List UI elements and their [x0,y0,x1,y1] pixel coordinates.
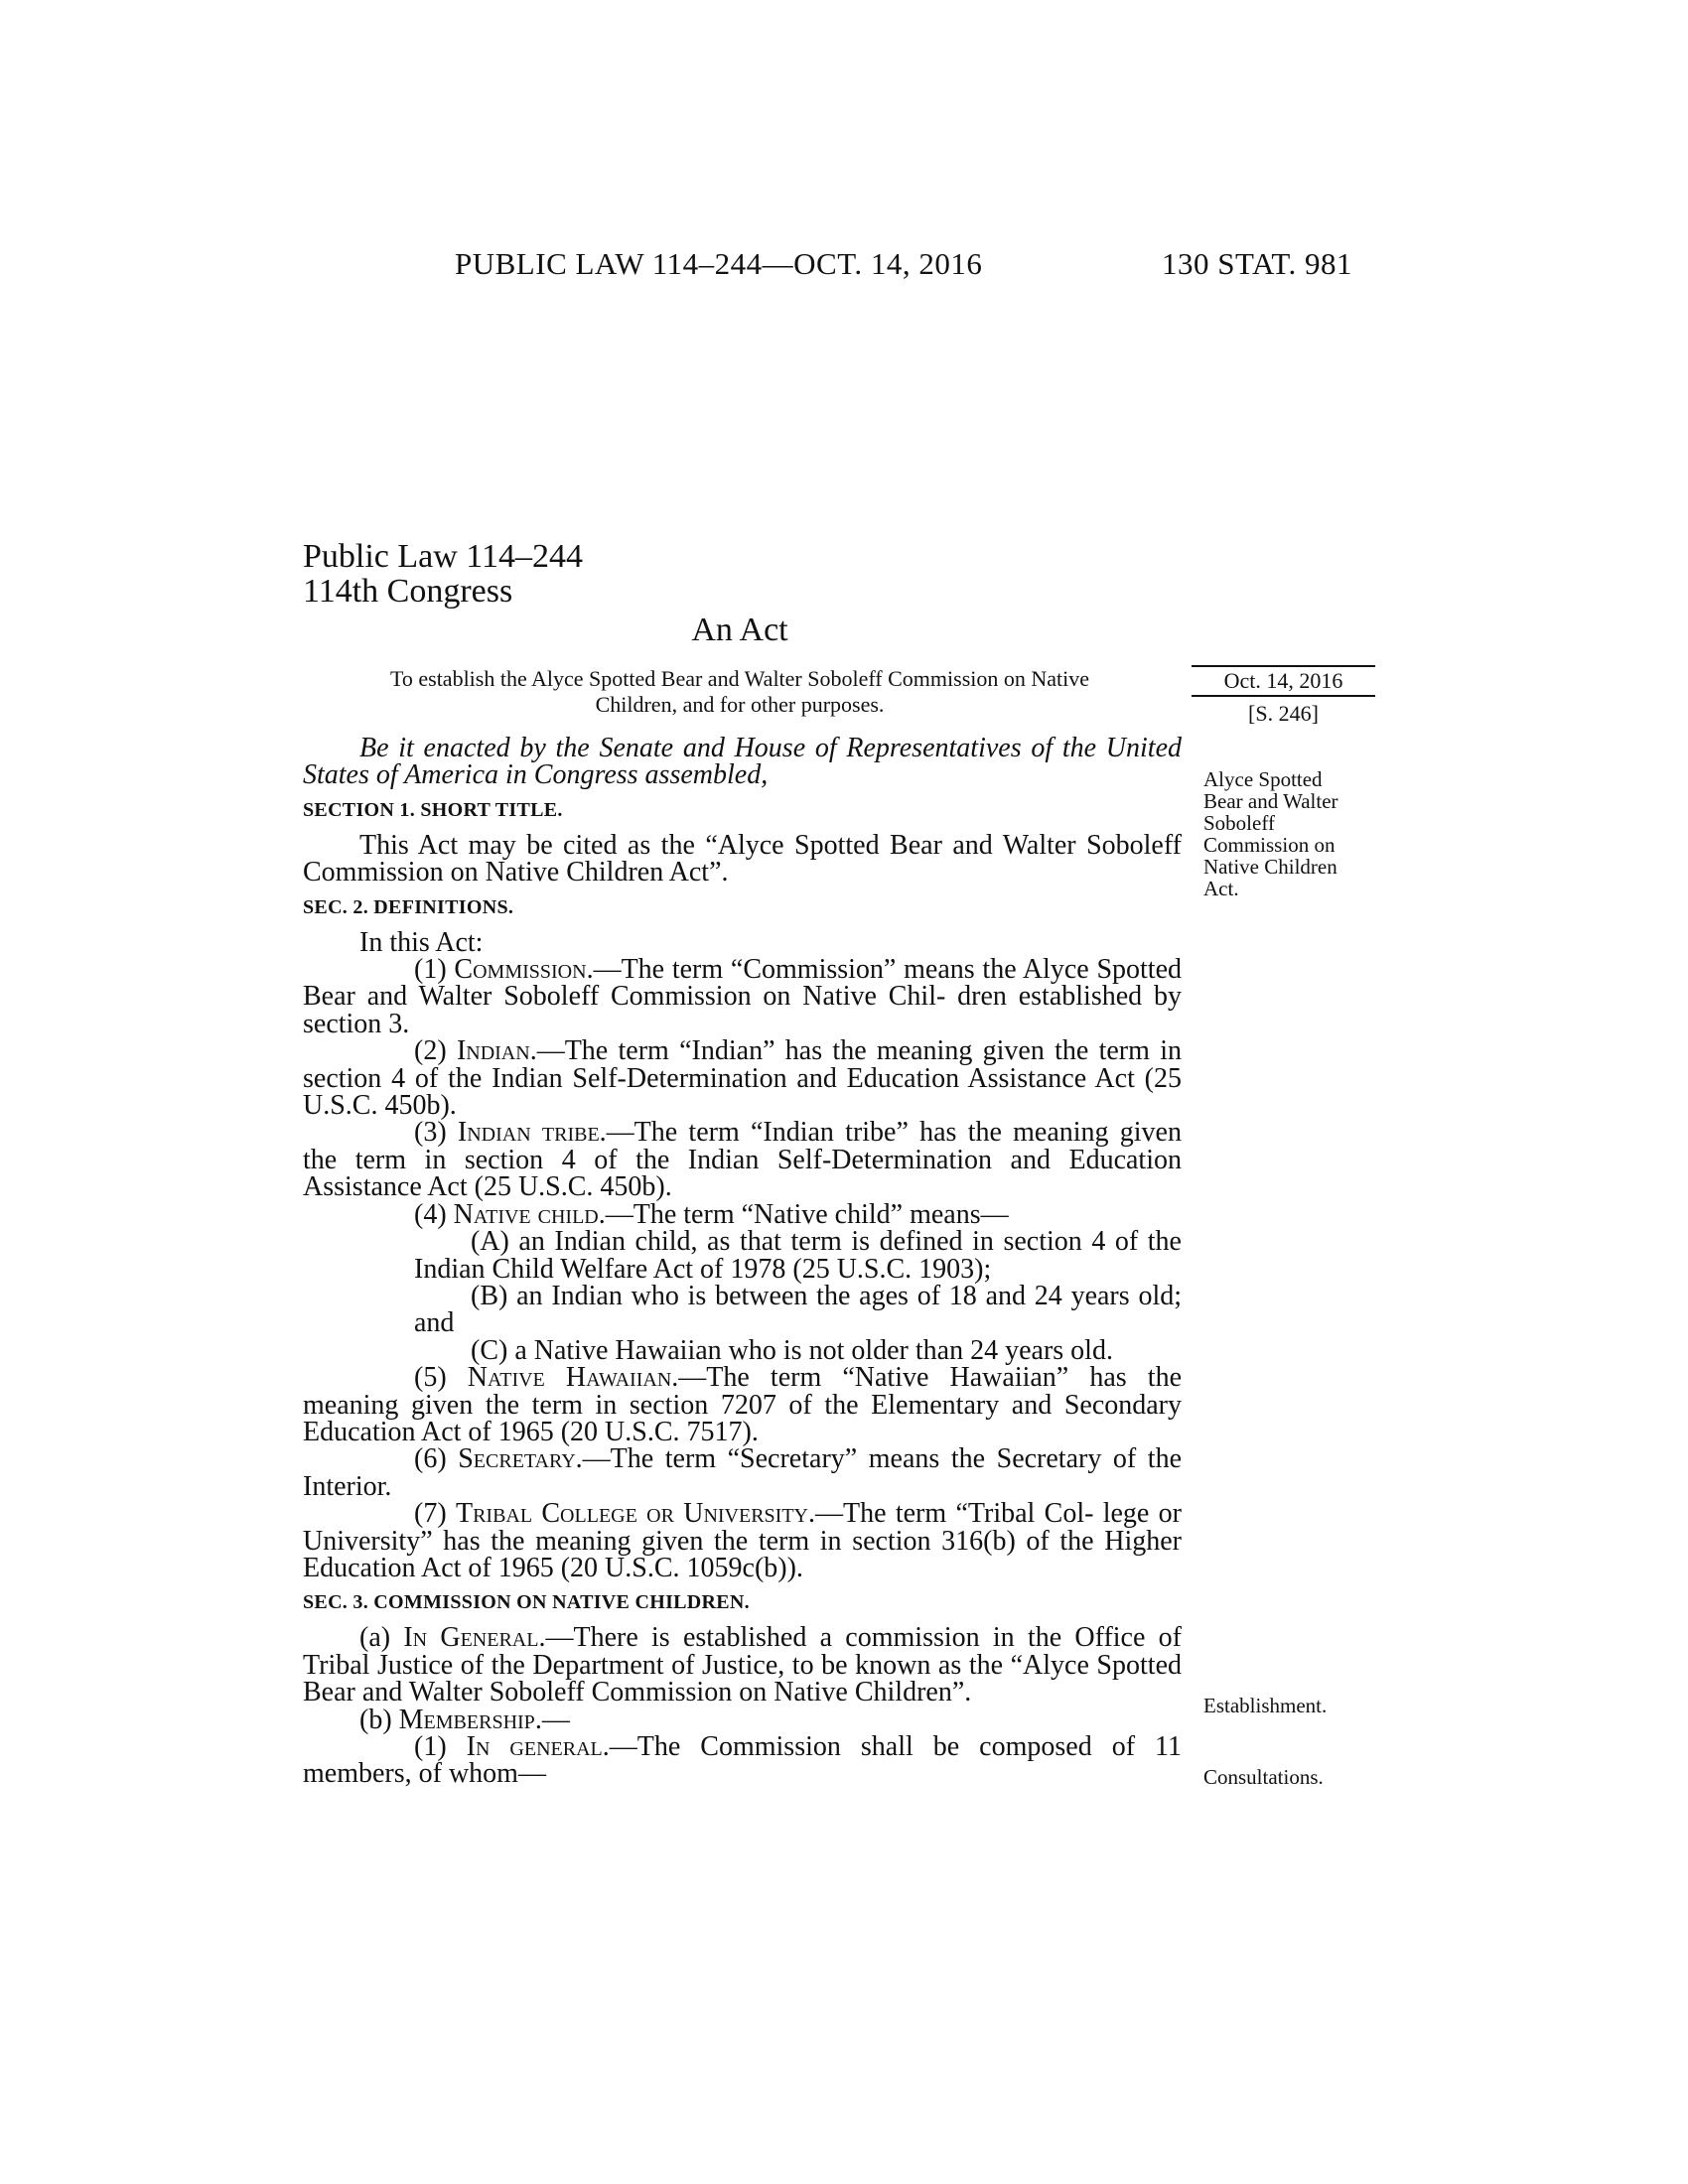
running-head-title: PUBLIC LAW 114–244—OCT. 14, 2016 [455,246,983,281]
statute-page-number: 130 STAT. 981 [1162,246,1353,281]
section-1-text: This Act may be cited as the “Alyce Spotted Bear and Walter Soboleff Commission on Native Children Act”. [303,829,1182,888]
enactment-date: Oct. 14, 2016 [1223,668,1343,693]
margin-note-line: Act. [1203,877,1239,900]
act-heading: An Act [691,612,788,648]
definition-native-child-a: (A) an Indian child, as that term is defined in section 4 of the Indian Child Welfare Act of 1978 (25 U.S.C. 1903); [414,1226,1182,1285]
congress-number: 114th Congress [303,573,513,610]
definition-indian-tribe: (3) Indian tribe.—The term “Indian tribe” has the meaning given the term in section 4 of the Indian Self-Determination and Education Assistance Act (25 U.S.C. 450b). [303,1117,1182,1203]
margin-note-establishment: Establishment. [1203,1694,1328,1717]
bill-number: [S. 246] [1248,701,1319,726]
margin-note-short-title [1203,768,1402,899]
margin-note-consultations: Consultations. [1203,1765,1324,1789]
enacting-clause: Be it enacted by the Senate and House of Representatives of the United States of America in Congress assembled, [303,733,1182,791]
act-purpose-line-1: To establish the Alyce Spotted Bear and Walter Soboleff Commission on Native [389,666,1090,691]
definition-native-hawaiian: (5) Native Hawaiian.—The term “Native Hawaiian” has the meaning given the term in section 7207 of the Elementary and Secondary Education Act of 1965 (20 U.S.C. 7517). [303,1362,1183,1447]
act-purpose-line-2: Children, and for other purposes. [595,692,885,717]
margin-note-line: Commission on [1203,833,1336,857]
section-3-a: (a) In General.—There is established a commission in the Office of Tribal Justice of the Department of Justice, to be known as the “Alyce Spotted Bear and Walter Soboleff Commission on Native Children”. [303,1622,1182,1708]
definition-secretary: (6) Secretary.—The term “Secretary” means the Secretary of the Interior. [303,1443,1182,1502]
margin-note-line: Native Children [1203,855,1337,879]
act-purpose [328,666,1152,718]
definition-commission: (1) Commission.—The term “Commission” means the Alyce Spotted Bear and Walter Soboleff Commission on Native Chil- dren established by section 3. [303,954,1183,1039]
margin-note-line: Alyce Spotted [1203,767,1323,791]
act-body [303,735,1182,1788]
definition-tribal-college: (7) Tribal College or University.—The term “Tribal Col- lege or University” has the meaning given the term in section 316(b) of the Higher Education Act of 1965 (20 U.S.C. 1059c(b)). [303,1498,1182,1583]
margin-note-line: Bear and Walter [1203,789,1338,813]
section-2-heading: SEC. 2. DEFINITIONS. [303,895,514,918]
definition-indian: (2) Indian.—The term “Indian” has the meaning given the term in section 4 of the Indian Self-Determination and Education Assistance Act (25 U.S.C. 450b). [303,1035,1182,1122]
enactment-date-box [1192,665,1375,727]
definition-native-child: (4) Native child.—The term “Native child” means— [414,1198,1009,1230]
definition-native-child-c: (C) a Native Hawaiian who is not older than 24 years old. [471,1334,1113,1366]
definition-native-child-b: (B) an Indian who is between the ages of 18 and 24 years old; and [414,1280,1182,1339]
section-3-b-1: (1) In general.—The Commission shall be composed of 11 members, of whom— [303,1731,1182,1790]
section-1-heading: SECTION 1. SHORT TITLE. [303,798,563,821]
section-3-b: (b) Membership.— [359,1704,570,1735]
section-2-intro: In this Act: [359,926,484,958]
margin-note-line: Soboleff [1203,811,1275,835]
public-law-number: Public Law 114–244 [303,538,584,575]
section-3-heading: SEC. 3. COMMISSION ON NATIVE CHILDREN. [303,1591,750,1614]
